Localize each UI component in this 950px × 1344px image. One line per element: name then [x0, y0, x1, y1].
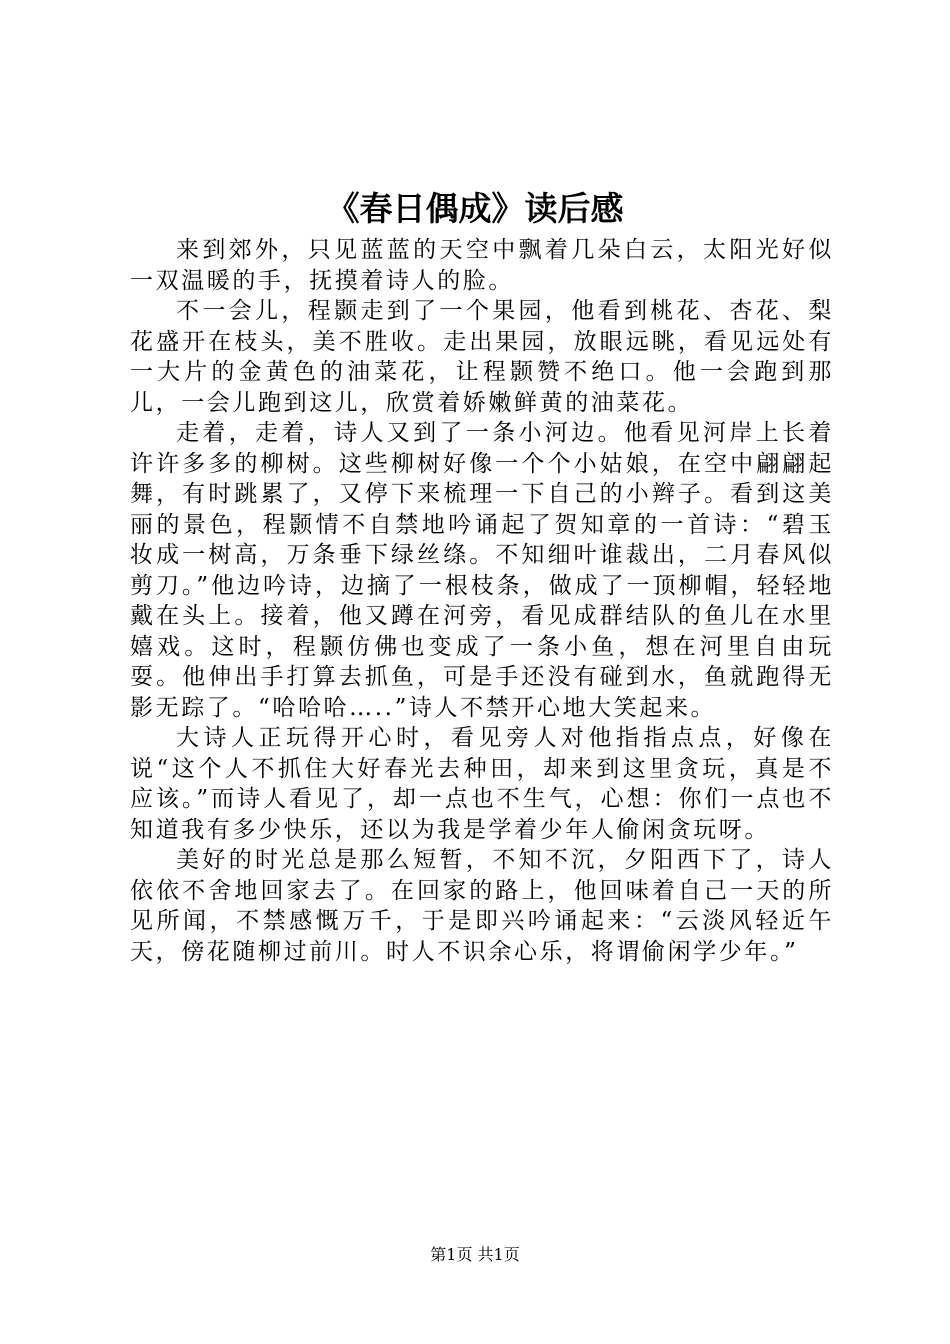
- paragraph: 不一会儿，程颢走到了一个果园，他看到桃花、杏花、梨花盛开在枝头，美不胜收。走出果园，放眼远眺，看见远处有一大片的金黄色的油菜花，让程颢赞不绝口。他一会跑到那儿，一会儿跑到这儿，欣赏着娇嫩鲜黄的油菜花。: [130, 298, 834, 416]
- paragraph: 大诗人正玩得开心时，看见旁人对他指指点点，好像在说“这个人不抓住大好春光去种田，却来到这里贪玩，真是不应该。”而诗人看见了，却一点也不生气，心想：你们一点也不知道我有多少快乐，还以为我是学着少年人偷闲贪玩呀。: [130, 725, 834, 843]
- paragraph: 来到郊外，只见蓝蓝的天空中飘着几朵白云，太阳光好似一双温暖的手，抚摸着诗人的脸。: [130, 237, 834, 294]
- paragraph: 走着，走着，诗人又到了一条小河边。他看见河岸上长着许许多多的柳树。这些柳树好像一个个小姑娘，在空中翩翩起舞，有时跳累了，又停下来梳理一下自己的小辫子。看到这美丽的景色，程颢情不自禁地吟诵起了贺知章的一首诗：“碧玉妆成一树高，万条垂下绿丝绦。不知细叶谁裁出，二月春风似剪刀。”他边吟诗，边摘了一根枝条，做成了一顶柳帽，轻轻地戴在头上。接着，他又蹲在河旁，看见成群结队的鱼儿在水里嬉戏。这时，程颢仿佛也变成了一条小鱼，想在河里自由玩耍。他伸出手打算去抓鱼，可是手还没有碰到水，鱼就跑得无影无踪了。“哈哈哈…..”诗人不禁开心地大笑起来。: [130, 420, 834, 721]
- document-title: 《春日偶成》读后感: [326, 189, 624, 228]
- page-footer: 第1页 共1页: [430, 1245, 520, 1264]
- document-body: [130, 235, 834, 967]
- paragraph: 美好的时光总是那么短暂，不知不沉，夕阳西下了，诗人依依不舍地回家去了。在回家的路上，他回味着自己一天的所见所闻，不禁感慨万千，于是即兴吟诵起来：“云淡风轻近午天，傍花随柳过前川。时人不识余心乐，将谓偷闲学少年。”: [130, 847, 834, 965]
